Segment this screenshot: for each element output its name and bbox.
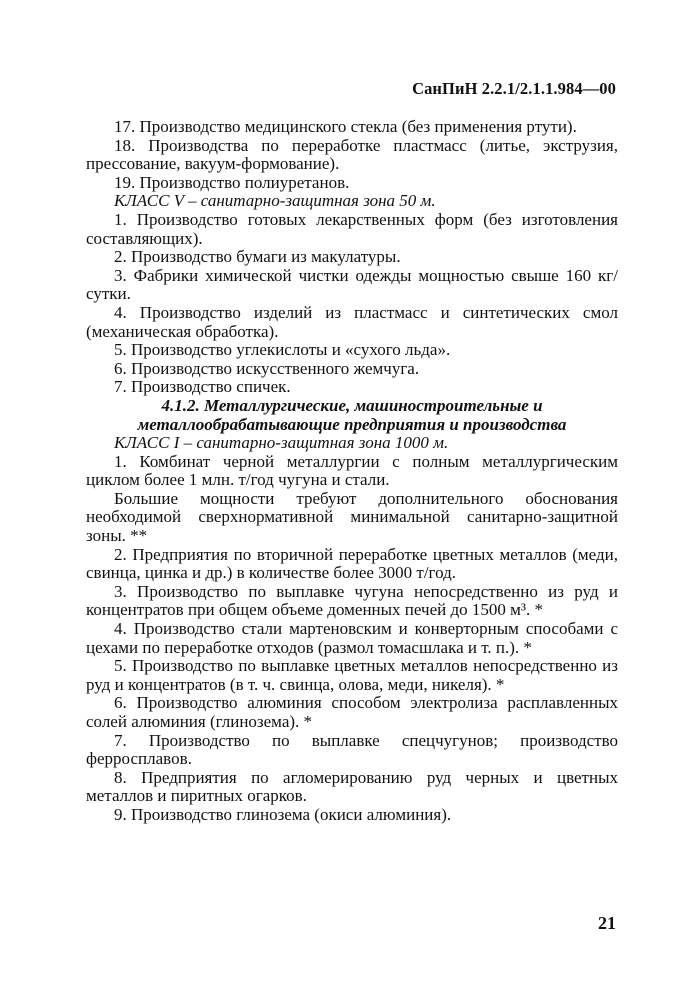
list-item: 1. Производство готовых лекарственных форм (без изготовления составляющих). [86, 209, 618, 248]
list-item: 5. Производство углекислоты и «сухого льда». [114, 340, 451, 360]
hazard-class-heading: КЛАСС I – санитарно-защитная зона 1000 м. [114, 433, 449, 453]
list-item: 2. Предприятия по вторичной переработке цветных металлов (меди, свинца, цинка и др.) в количестве более 3000 т/год. [86, 544, 618, 583]
list-item: 6. Производство искусственного жемчуга. [114, 358, 420, 378]
list-item: Большие мощности требуют дополнительного обоснования необходимой сверхнормативной минимальной санитарно-защитной зоны. ** [86, 488, 618, 546]
list-item: 18. Производства по переработке пластмасс (литье, экструзия, прессование, вакуум-формование). [86, 135, 618, 174]
page-body [86, 118, 618, 825]
section-heading: 4.1.2. Металлургические, машиностроительные и металлообрабатывающие предприятия и производства [137, 395, 567, 434]
document-code-header: СанПиН 2.2.1/2.1.1.984—00 [412, 79, 616, 98]
list-item: 3. Фабрики химической чистки одежды мощностью свыше 160 кг/сутки. [86, 265, 618, 304]
list-item: 5. Производство по выплавке цветных металлов непосредственно из руд и концентратов (в т. ч. свинца, олова, меди, никеля). * [86, 656, 618, 694]
list-item: 7. Производство по выплавке спецчугунов; производство ферросплавов. [86, 730, 618, 769]
list-item: 3. Производство по выплавке чугуна непосредственно из руд и концентратов при общем объеме доменных печей до 1500 м³. * [86, 581, 618, 620]
list-item: 4. Производство изделий из пластмасс и синтетических смол (механическая обработка). [86, 302, 618, 341]
list-item: 8. Предприятия по агломерированию руд черных и цветных металлов и пиритных огарков. [86, 767, 618, 806]
page-number: 21 [598, 913, 616, 933]
list-item: 7. Производство спичек. [114, 377, 291, 397]
list-item: 9. Производство глинозема (окиси алюминия). [114, 804, 452, 824]
list-item: 17. Производство медицинского стекла (без применения ртути). [114, 117, 577, 136]
list-item: 4. Производство стали мартеновским и конверторным способами с цехами по переработке отходов (размол томасшлака и т. п.). * [86, 619, 618, 657]
list-item: 2. Производство бумаги из макулатуры. [114, 247, 401, 267]
hazard-class-heading: КЛАСС V – санитарно-защитная зона 50 м. [114, 191, 436, 211]
list-item: 1. Комбинат черной металлургии с полным металлургическим циклом более 1 млн. т/год чугуна и стали. [86, 451, 618, 490]
list-item: 19. Производство полиуретанов. [114, 172, 350, 192]
list-item: 6. Производство алюминия способом электролиза расплавленных солей алюминия (глинозема). * [86, 693, 618, 731]
